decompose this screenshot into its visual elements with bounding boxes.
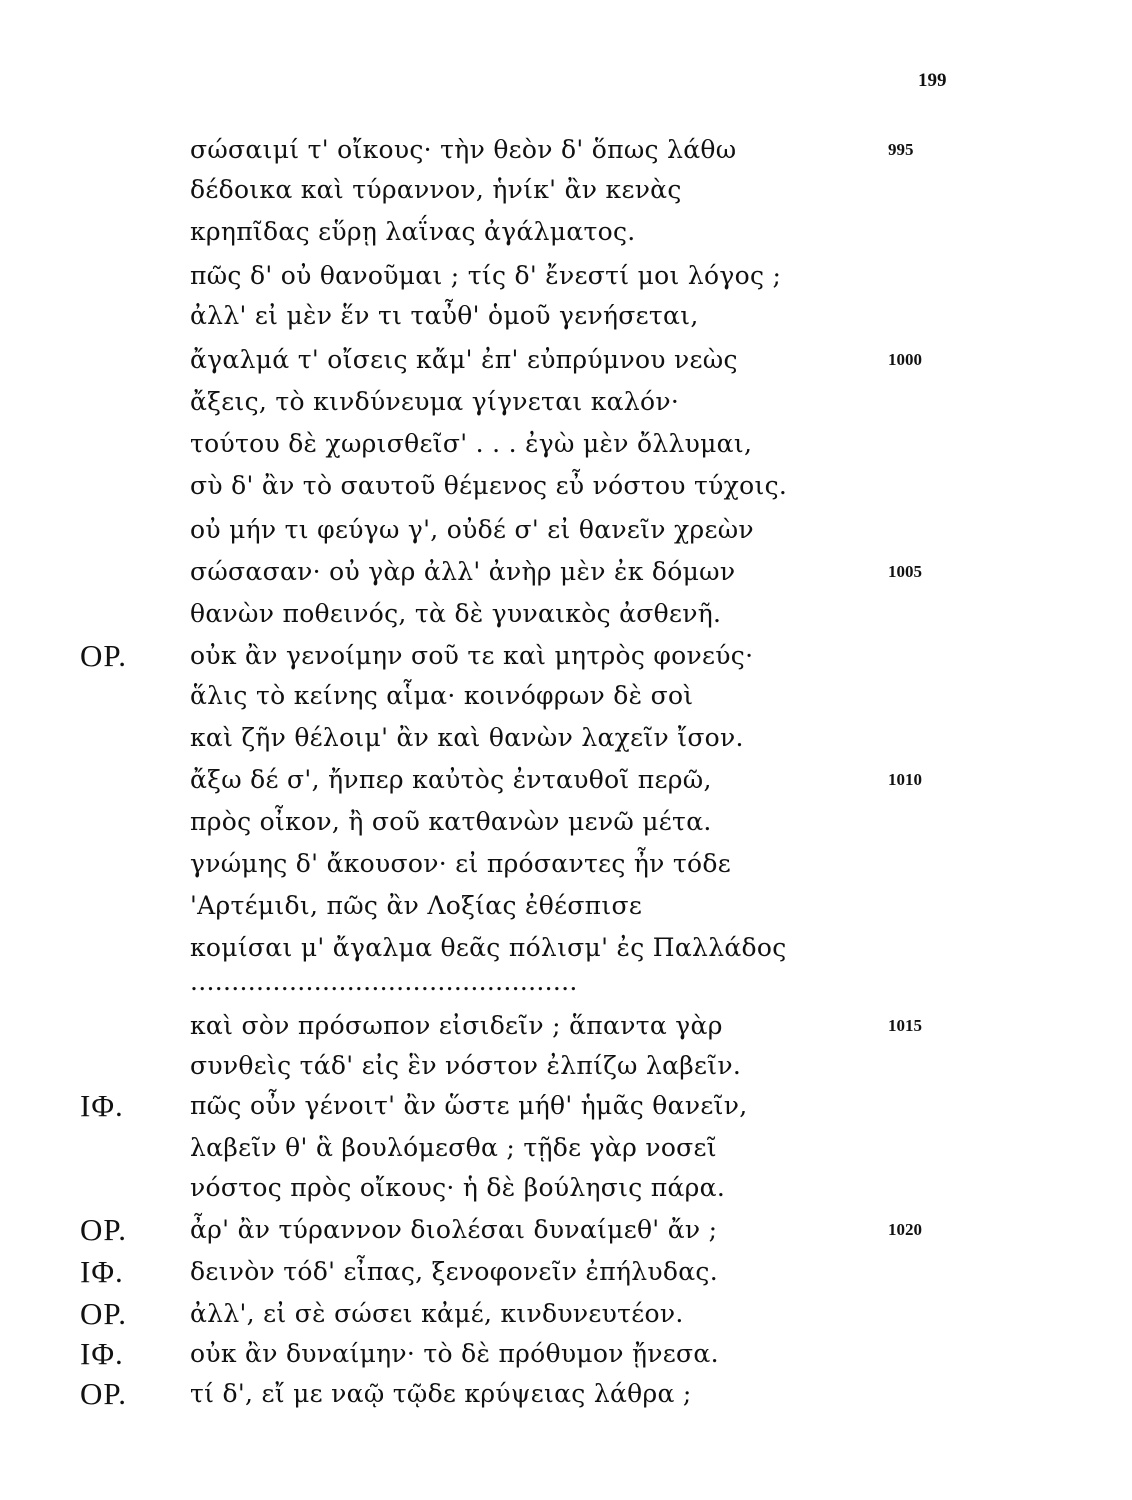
verse-line	[0, 1294, 1132, 1334]
verse-line	[0, 1168, 1132, 1208]
line-number: 1000	[888, 350, 922, 369]
verse-text: σώσαιμί τ' οἴκους· τὴν θεὸν δ' ὅπως λάθω	[190, 135, 737, 164]
verse-text: συνθεὶς τάδ' εἰς ἓν νόστον ἐλπίζω λαβεῖν.	[190, 1051, 742, 1080]
verse-line	[0, 1006, 1132, 1046]
verse-line	[0, 510, 1132, 550]
verse-text: τούτου δὲ χωρισθεῖσ' . . . ἐγὼ μὲν ὄλλυμαι,	[190, 429, 753, 458]
speaker-label: ΟΡ.	[80, 638, 127, 673]
verse-line	[0, 382, 1132, 422]
verse-text: σὺ δ' ἂν τὸ σαυτοῦ θέμενος εὖ νόστου τύχοις.	[190, 471, 788, 500]
verse-text: ἅλις τὸ κείνης αἷμα· κοινόφρων δὲ σοὶ	[190, 681, 694, 710]
speaker-label: ΟΡ.	[80, 1296, 127, 1331]
verse-line	[0, 844, 1132, 884]
verse-text: γνώμης δ' ἄκουσον· εἰ πρόσαντες ἦν τόδε	[190, 849, 731, 878]
verse-text: ἀλλ' εἰ μὲν ἕν τι ταὖθ' ὁμοῦ γενήσεται,	[190, 301, 699, 330]
verse-text: ἄγαλμά τ' οἴσεις κἄμ' ἐπ' εὐπρύμνου νεὼς	[190, 345, 738, 374]
verse-line	[0, 760, 1132, 800]
verse-line	[0, 552, 1132, 592]
speaker-label: ΟΡ.	[80, 1376, 127, 1411]
speaker-label: ΙΦ.	[80, 1336, 124, 1371]
speaker-label: ΙΦ.	[80, 1088, 124, 1123]
verse-line	[0, 1128, 1132, 1168]
verse-line	[0, 1046, 1132, 1086]
verse-line	[0, 212, 1132, 252]
verse-text: καὶ σὸν πρόσωπον εἰσιδεῖν ; ἅπαντα γὰρ	[190, 1011, 723, 1040]
verse-text: οὐκ ἂν γενοίμην σοῦ τε καὶ μητρὸς φονεύς·	[190, 641, 754, 670]
verse-line	[0, 170, 1132, 210]
verse-text: νόστος πρὸς οἴκους· ἡ δὲ βούλησις πάρα.	[190, 1173, 726, 1202]
verse-text: 'Αρτέμιδι, πῶς ἂν Λοξίας ἐθέσπισε	[190, 891, 643, 920]
verse-line	[0, 1252, 1132, 1292]
verse-text: οὐ μήν τι φεύγω γ', οὐδέ σ' εἰ θανεῖν χρεὼν	[190, 515, 754, 544]
verse-line	[0, 130, 1132, 170]
verse-text: λαβεῖν θ' ἃ βουλόμεσθα ; τῇδε γὰρ νοσεῖ	[190, 1133, 717, 1162]
verse-line	[0, 676, 1132, 716]
line-number: 1010	[888, 770, 922, 789]
line-number: 1015	[888, 1016, 922, 1035]
verse-text: τί δ', εἴ με ναῷ τῷδε κρύψειας λάθρα ;	[190, 1379, 692, 1408]
verse-line	[0, 1086, 1132, 1126]
verse-text: δεινὸν τόδ' εἶπας, ξενοφονεῖν ἐπήλυδας.	[190, 1257, 718, 1286]
line-number: 1020	[888, 1220, 922, 1239]
verse-text: καὶ ζῆν θέλοιμ' ἂν καὶ θανὼν λαχεῖν ἴσον.	[190, 723, 744, 752]
verse-line	[0, 718, 1132, 758]
verse-text: ἄξεις, τὸ κινδύνευμα γίγνεται καλόν·	[190, 387, 680, 416]
speaker-label: ΙΦ.	[80, 1254, 124, 1289]
verse-line	[0, 466, 1132, 506]
verse-text: ἄξω δέ σ', ἤνπερ καὐτὸς ἐνταυθοῖ περῶ,	[190, 765, 712, 794]
verse-text: ἀλλ', εἰ σὲ σώσει κἀμέ, κινδυνευτέον.	[190, 1299, 684, 1328]
line-number: 995	[888, 140, 914, 159]
verse-text: κομίσαι μ' ἄγαλμα θεᾶς πόλισμ' ἐς Παλλάδος	[190, 933, 787, 962]
verse-line	[0, 1374, 1132, 1414]
verse-line	[0, 1210, 1132, 1250]
verse-line	[0, 962, 1132, 1002]
verse-line	[0, 296, 1132, 336]
verse-line	[0, 886, 1132, 926]
verse-text: ἆρ' ἂν τύραννον διολέσαι δυναίμεθ' ἄν ;	[190, 1215, 718, 1244]
verse-line	[0, 636, 1132, 676]
verse-text: θανὼν ποθεινός, τὰ δὲ γυναικὸς ἀσθενῆ.	[190, 599, 722, 628]
verse-text: οὐκ ἂν δυναίμην· τὸ δὲ πρόθυμον ᾔνεσα.	[190, 1339, 719, 1368]
verse-line	[0, 256, 1132, 296]
verse-line	[0, 594, 1132, 634]
verse-text: πῶς οὖν γένοιτ' ἂν ὥστε μήθ' ἡμᾶς θανεῖν,	[190, 1091, 748, 1120]
verse-text: πῶς δ' οὐ θανοῦμαι ; τίς δ' ἔνεστί μοι λόγος ;	[190, 261, 782, 290]
verse-line	[0, 802, 1132, 842]
verse-text: κρηπῖδας εὕρῃ λαΐνας ἀγάλματος.	[190, 217, 636, 246]
verse-text: σώσασαν· οὐ γὰρ ἀλλ' ἀνὴρ μὲν ἐκ δόμων	[190, 557, 736, 586]
page-number: 199	[918, 70, 947, 91]
speaker-label: ΟΡ.	[80, 1212, 127, 1247]
verse-text: πρὸς οἶκον, ἢ σοῦ κατθανὼν μενῶ μέτα.	[190, 807, 712, 836]
verse-line	[0, 1334, 1132, 1374]
verse-text: δέδοικα καὶ τύραννον, ἡνίκ' ἂν κενὰς	[190, 175, 682, 204]
line-number: 1005	[888, 562, 922, 581]
verse-text: ...............................................	[190, 967, 578, 996]
verse-line	[0, 340, 1132, 380]
verse-line	[0, 424, 1132, 464]
